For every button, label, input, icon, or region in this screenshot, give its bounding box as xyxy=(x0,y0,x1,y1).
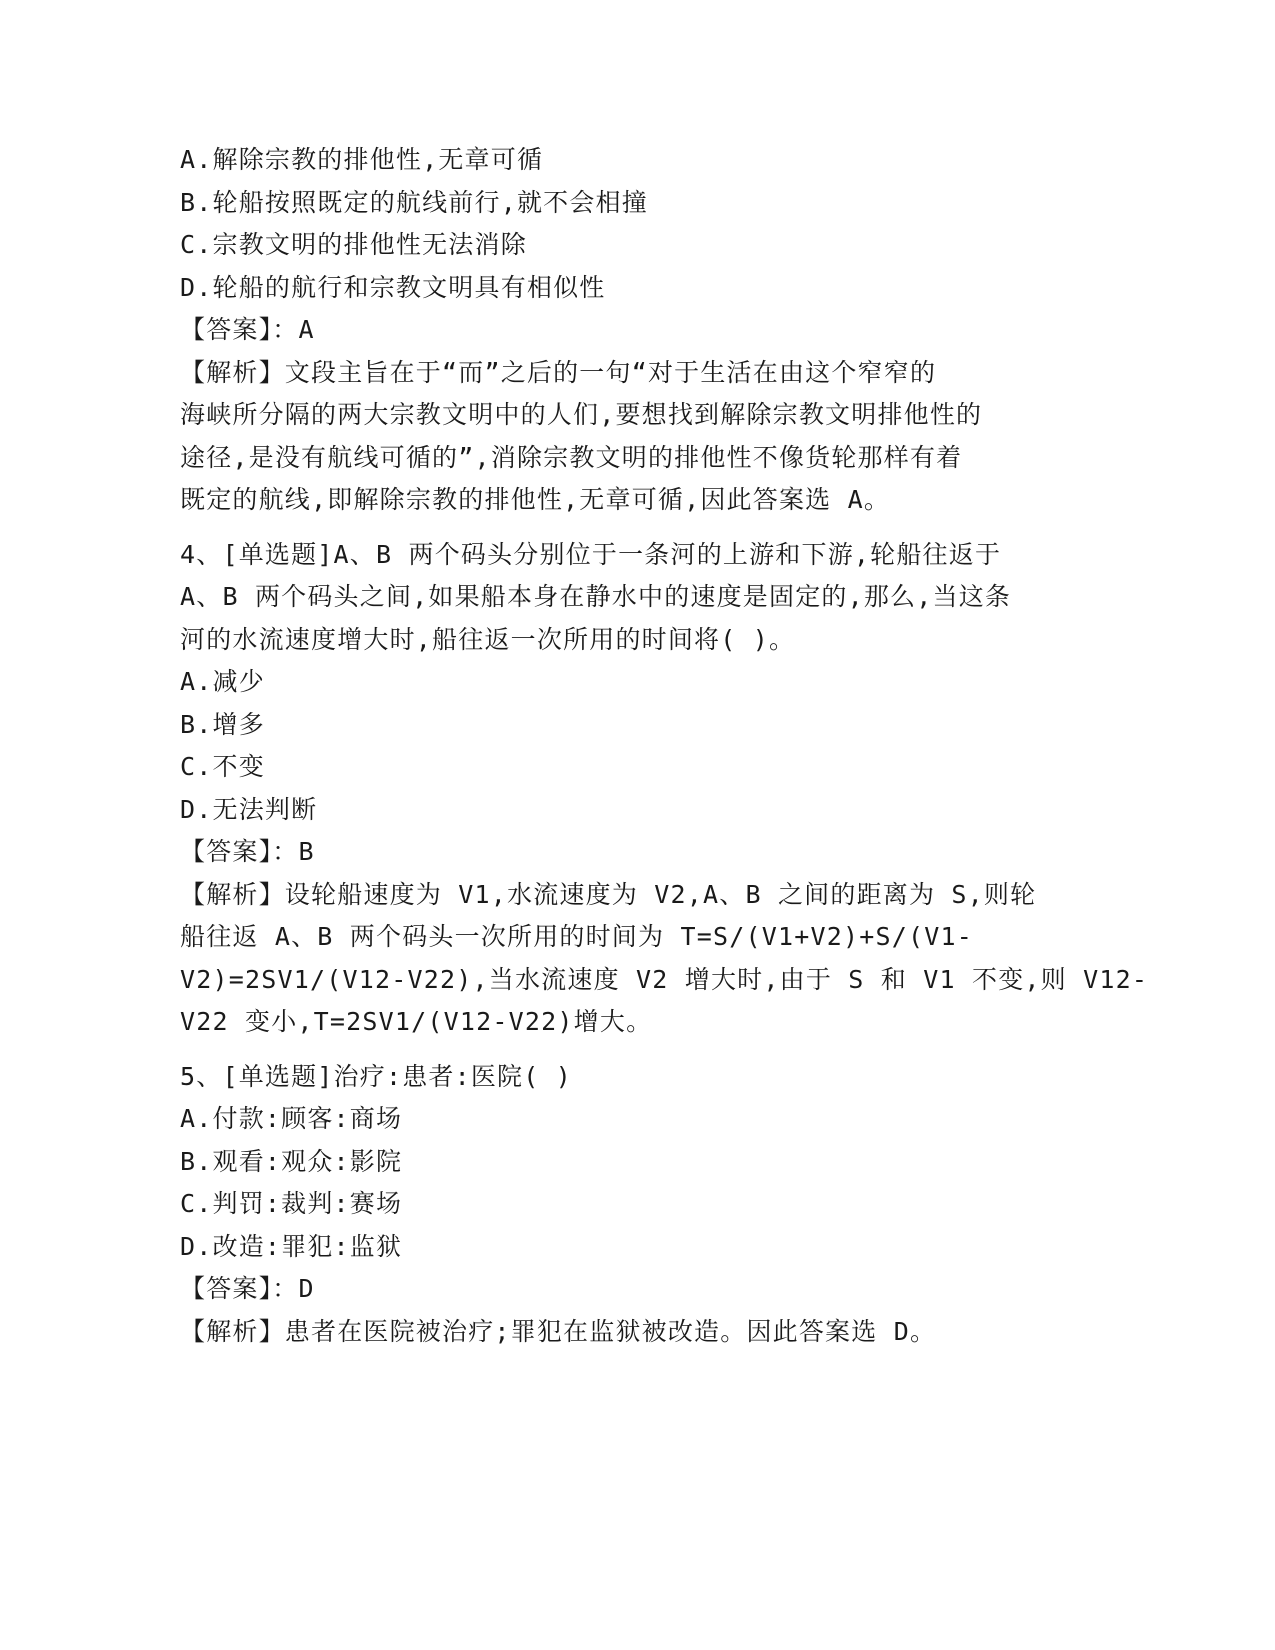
q3-analysis-line-3: 途径,是没有航线可循的”,消除宗教文明的排他性不像货轮那样有着 xyxy=(180,442,963,472)
q3-option-b: B.轮船按照既定的航线前行,就不会相撞 xyxy=(180,187,648,217)
q4-answer: 【答案】：B xyxy=(180,837,315,866)
q4-stem-line-1: 4、[单选题]A、B 两个码头分别位于一条河的上游和下游,轮船往返于 xyxy=(180,539,1002,569)
q4-analysis-line-4: V22 变小,T=2SV1/(V12-V22)增大。 xyxy=(180,1007,653,1036)
q3-analysis-line-1: 【解析】文段主旨在于“而”之后的一句“对于生活在由这个窄窄的 xyxy=(180,357,937,387)
document-page xyxy=(180,139,1149,1353)
q5-option-d: D.改造:罪犯:监狱 xyxy=(180,1231,403,1261)
q3-option-d: D.轮船的航行和宗教文明具有相似性 xyxy=(180,272,606,302)
q5-stem: 5、[单选题]治疗:患者:医院( ) xyxy=(180,1061,573,1091)
q5-option-b: B.观看:观众:影院 xyxy=(180,1146,403,1176)
q5-option-c: C.判罚:裁判:赛场 xyxy=(180,1189,403,1218)
q4-analysis-line-3: V2)=2SV1/(V12-V22),当水流速度 V2 增大时,由于 S 和 V1 不变,则 V12- xyxy=(180,964,1149,994)
question-3 xyxy=(180,139,1040,522)
q5-analysis: 【解析】患者在医院被治疗;罪犯在监狱被改造。因此答案选 D。 xyxy=(180,1316,937,1346)
q4-analysis-line-1: 【解析】设轮船速度为 V1,水流速度为 V2,A、B 之间的距离为 S,则轮 xyxy=(180,879,1037,909)
q4-option-b: B.增多 xyxy=(180,709,265,739)
q4-option-d: D.无法判断 xyxy=(180,794,318,824)
q3-analysis-line-2: 海峡所分隔的两大宗教文明中的人们,要想找到解除宗教文明排他性的 xyxy=(180,400,983,429)
question-4 xyxy=(180,534,1149,1044)
q4-analysis-line-2: 船往返 A、B 两个码头一次所用的时间为 T=S/(V1+V2)+S/(V1- xyxy=(180,922,973,951)
q5-option-a: A.付款:顾客:商场 xyxy=(180,1104,403,1133)
q3-analysis-line-4: 既定的航线,即解除宗教的排他性,无章可循,因此答案选 A。 xyxy=(180,485,891,514)
q4-option-c: C.不变 xyxy=(180,752,265,781)
q4-stem-line-3: 河的水流速度增大时,船往返一次所用的时间将( )。 xyxy=(180,624,796,654)
q4-option-a: A.减少 xyxy=(180,667,265,696)
q4-stem-line-2: A、B 两个码头之间,如果船本身在静水中的速度是固定的,那么,当这条 xyxy=(180,582,1012,611)
q3-option-c: C.宗教文明的排他性无法消除 xyxy=(180,230,527,259)
q3-answer: 【答案】：A xyxy=(180,315,315,344)
question-5 xyxy=(180,1056,1040,1354)
q5-answer: 【答案】：D xyxy=(180,1274,315,1303)
q3-option-a: A.解除宗教的排他性,无章可循 xyxy=(180,145,544,174)
